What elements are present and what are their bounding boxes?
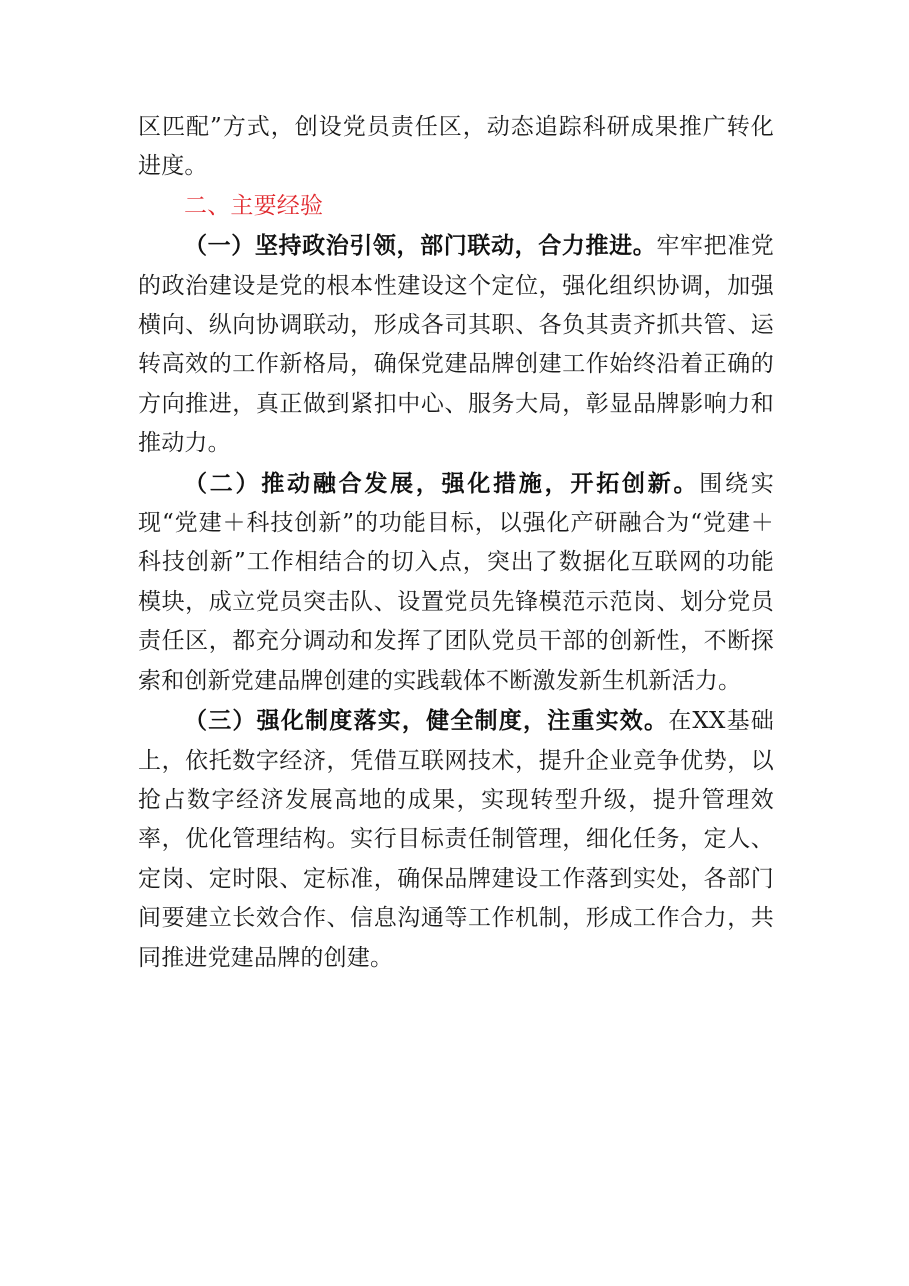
intro-continuation-paragraph: 区匹配”方式，创设党员责任区，动态追踪科研成果推广转化进度。 <box>138 114 774 180</box>
document-page <box>138 108 774 978</box>
paragraph-1-lead: （一）坚持政治引领，部门联动，合力推进。 <box>184 232 657 260</box>
experience-paragraph-2 <box>138 464 774 701</box>
paragraph-2-body: 围绕实现“党建＋科技创新”的功能目标，以强化产研融合为“党建＋科技创新”工作相结合的切入点，突出了数据化互联网的功能模块，成立党员突击队、设置党员先锋模范示范岗、划分党员责任区，都充分调动和发挥了团队党员干部的创新性，不断探索和创新党建品牌创建的实践载体不断激发新生机新活力。 <box>138 470 774 694</box>
section-heading: 二、主要经验 <box>184 192 324 219</box>
paragraph-3-body: 在XX基础上，依托数字经济，凭借互联网技术，提升企业竞争优势，以抢占数字经济发展高地的成果，实现转型升级，提升管理效率，优化管理结构。实行目标责任制管理，细化任务，定人、定岗、定时限、定标准，确保品牌建设工作落到实处，各部门间要建立长效合作、信息沟通等工作机制，形成工作合力，共同推进党建品牌的创建。 <box>138 708 774 971</box>
experience-paragraph-3 <box>138 701 774 978</box>
experience-paragraph-1 <box>138 226 774 463</box>
paragraph-1-body: 牢牢把准党的政治建设是党的根本性建设这个定位，强化组织协调，加强横向、纵向协调联动，形成各司其职、各负其责齐抓共管、运转高效的工作新格局，确保党建品牌创建工作始终沿着正确的方向推进，真正做到紧扣中心、服务大局，彰显品牌影响力和推动力。 <box>138 233 775 457</box>
paragraph-3-lead: （三）强化制度落实，健全制度，注重实效。 <box>184 707 669 735</box>
paragraph-2-lead: （二）推动融合发展，强化措施，开拓创新。 <box>184 469 700 497</box>
